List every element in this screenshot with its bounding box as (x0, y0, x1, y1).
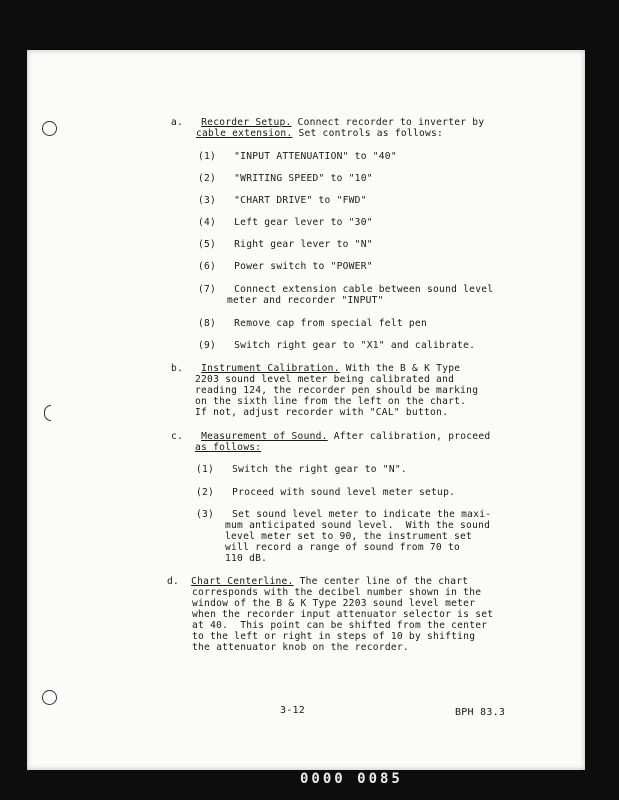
section-a-text: Connect recorder to inverter by (291, 117, 485, 128)
section-d-line-1: d. Chart Centerline. The center line of the chart (167, 576, 469, 587)
section-a-heading: Recorder Setup. (201, 117, 292, 128)
section-b-line: If not, adjust recorder with "CAL" button. (195, 407, 449, 418)
list-item: (3) Set sound level meter to indicate the maxi- (196, 509, 492, 520)
section-d-line: corresponds with the decibel number shown in the (192, 587, 482, 598)
section-a-line-1 (171, 117, 484, 128)
section-b-line: reading 124, the recorder pen should be marking (195, 385, 479, 396)
section-b-letter: b. (171, 363, 184, 374)
list-item-continuation: mum anticipated sound level. With the sound (225, 520, 491, 531)
list-item: (1) "INPUT ATTENUATION" to "40" (198, 151, 397, 162)
list-item: (6) Power switch to "POWER" (198, 261, 373, 272)
list-item: (8) Remove cap from special felt pen (198, 318, 427, 329)
scan-bottom-code: 0000 0085 (300, 771, 403, 787)
list-item: (3) "CHART DRIVE" to "FWD" (198, 195, 367, 206)
list-item-continuation: 110 dB. (225, 553, 268, 564)
page-number: 3-12 (280, 705, 306, 716)
section-d-letter: d. (167, 576, 180, 587)
list-item: (4) Left gear lever to "30" (198, 217, 373, 228)
section-c-line-2: as follows: (195, 442, 262, 453)
section-b-line: on the sixth line from the left on the chart. (195, 396, 467, 407)
list-item: (1) Switch the right gear to "N". (196, 464, 407, 475)
section-a-line-2 (196, 128, 443, 139)
list-item-continuation: level meter set to 90, the instrument set (225, 531, 473, 542)
section-a-underlined: cable extension. (196, 128, 293, 139)
list-item-continuation: meter and recorder "INPUT" (227, 295, 384, 306)
section-d-line: window of the B & K Type 2203 sound level meter (192, 598, 476, 609)
section-b-heading: Instrument Calibration. (201, 363, 340, 374)
document-code: BPH 83.3 (455, 707, 506, 718)
list-item: (2) Proceed with sound level meter setup. (196, 487, 456, 498)
section-c-line-1: c. Measurement of Sound. After calibration, proceed (171, 431, 491, 442)
section-a-text-2: Set controls as follows: (292, 128, 444, 139)
section-d-line: to the left or right in steps of 10 by shifting (192, 631, 476, 642)
list-item-continuation: will record a range of sound from 70 to (225, 542, 461, 553)
section-d-line: when the recorder input attenuator selector is set (192, 609, 494, 620)
list-item: (5) Right gear lever to "N" (198, 239, 373, 250)
section-b-line: 2203 sound level meter being calibrated and (195, 374, 455, 385)
section-d-heading: Chart Centerline. (191, 576, 294, 587)
section-b-line-1: b. Instrument Calibration. With the B & K Type (171, 363, 461, 374)
list-item: (7) Connect extension cable between sound level (198, 284, 494, 295)
section-a-letter: a. (171, 117, 184, 128)
section-d-line: at 40. This point can be shifted from the center (192, 620, 488, 631)
section-c-letter: c. (171, 431, 184, 442)
list-item: (9) Switch right gear to "X1" and calibrate. (198, 340, 476, 351)
section-c-heading: Measurement of Sound. (201, 431, 328, 442)
section-d-line: the attenuator knob on the recorder. (192, 642, 409, 653)
list-item: (2) "WRITING SPEED" to "10" (198, 173, 373, 184)
